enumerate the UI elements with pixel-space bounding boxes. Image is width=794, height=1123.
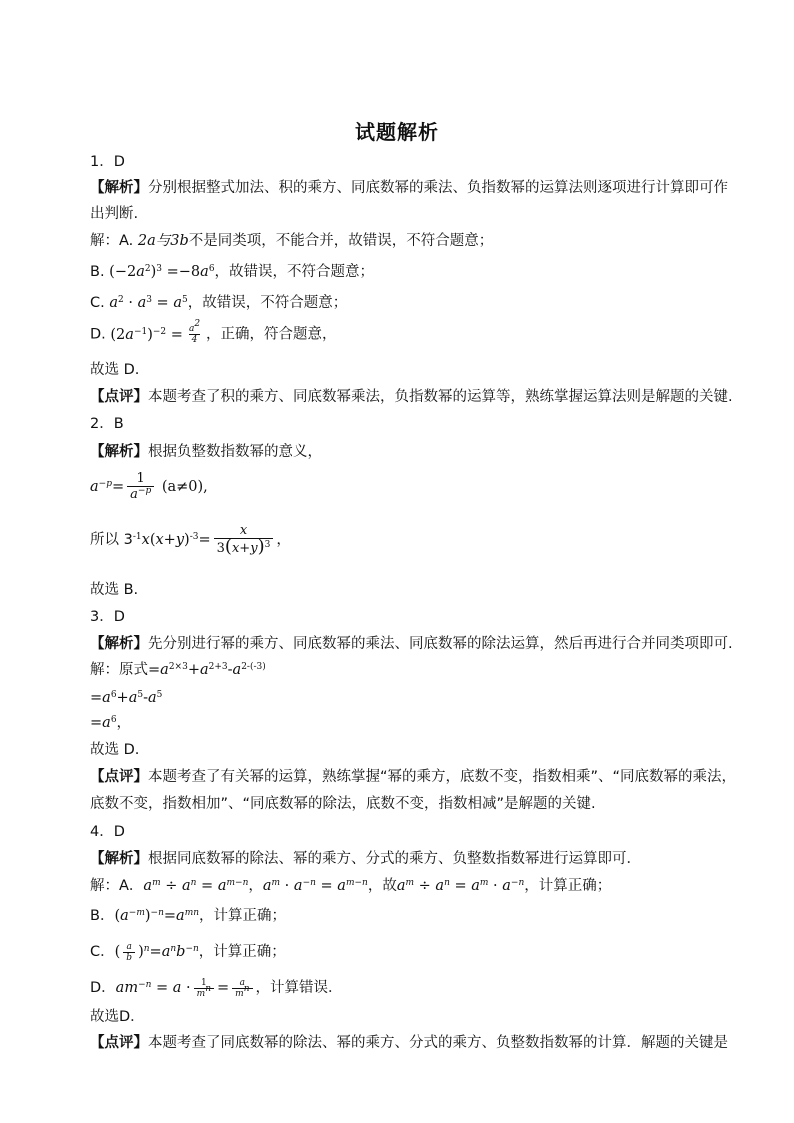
q1-analysis-line-2: 出判断. (90, 206, 139, 222)
q4-comment-text: 本题考查了同底数幂的除法、幂的乘方、分式的乘方、负整数指数幂的计算．解题的关键是 (148, 1035, 728, 1051)
q1-b-text: ，故错误，不符合题意； (214, 264, 375, 280)
q4-d-math: $am^{-n} = a$ · $\frac{1}{m^n}$ = $\frac{a}{m^n}$ (116, 980, 256, 996)
page-title: 试题解析 (355, 120, 439, 144)
q1-answer: 1．D (90, 154, 125, 170)
q1-option-b (90, 262, 374, 282)
q3-answer: 3．D (90, 609, 125, 625)
q1-c-prefix: C. (90, 295, 105, 311)
q4-d-prefix: D． (90, 980, 116, 996)
q1-d-math: $(2a^{-1})^{-2}$ = $\frac{a^2}{4}$ (110, 319, 201, 345)
q1-option-a (90, 231, 493, 251)
q4-a-math: $a^m \div a^n = a^{m-n}$，$a^m \cdot a^{-n} = a^{m-n}$，故$a^m \div a^n = a^m \cdot a^{-n}$ (143, 878, 525, 894)
q3-solution-line-3: $=a^6$， (90, 715, 132, 731)
q4-d-result: ，计算错误． (255, 980, 343, 996)
q2-choose: 故选 B. (90, 582, 139, 598)
q1-d-text: ，正确，符合题意， (206, 326, 337, 343)
q4-c-result: ，计算正确； (198, 944, 286, 960)
q3-sol-prefix: 解：原式= (90, 662, 161, 678)
q2-analysis-tag: 【解析】 (90, 444, 148, 460)
q4-a-prefix: 解：A． (90, 878, 144, 894)
q3-comment-tag: 【点评】 (90, 769, 148, 785)
q3-sol-math-1: $a^{2\times 3}+a^{2+3}-a^{2-(-3)}$ (160, 662, 266, 678)
q2-analysis (90, 442, 322, 462)
q4-analysis-tag: 【解析】 (90, 851, 148, 867)
q1-analysis-tag: 【解析】 (90, 180, 148, 196)
q4-choose: 故选D． (90, 1009, 145, 1025)
q3-solution-line-1 (90, 660, 266, 680)
q4-option-c (90, 936, 286, 968)
q3-analysis-tag: 【解析】 (90, 636, 148, 652)
q3-sol-math-2: $=a^6+a^5-a^5$ (90, 690, 163, 706)
q4-b-result: ，计算正确； (199, 908, 287, 924)
q4-a-result: ，计算正确； (524, 878, 612, 894)
q1-comment-tag: 【点评】 (90, 389, 148, 405)
q1-b-math: $(-2a^2)^3 =-8a^6$ (109, 264, 215, 280)
q3-analysis-text: 先分别进行幂的乘方、同底数幂的乘法、同底数幂的除法运算，然后再进行合并同类项即可. (148, 636, 733, 652)
q4-analysis-text: 根据同底数幂的除法、幂的乘方、分式的乘方、负整数指数幂进行运算即可． (148, 851, 641, 867)
q2-formula-math: $a^{-p}=$ $\frac{1}{a^{-p}}$ (90, 479, 157, 495)
q1-choose: 故选 D. (90, 362, 140, 378)
q4-b-math: $(a^{-m})^{-n}=a^{mn}$ (114, 908, 200, 924)
q2-answer: 2．B (90, 416, 124, 432)
q1-comment (90, 387, 733, 407)
q3-sol-math-3: $=a^6$ (90, 715, 117, 731)
q4-option-d (90, 974, 343, 1002)
q4-analysis (90, 849, 641, 869)
q4-c-math: ( $\frac{a}{b}$ )$^n=a^nb^{-n}$ (114, 941, 199, 963)
q4-comment (90, 1033, 728, 1053)
q1-c-math: $a^2 \cdot a^3 = a^5$ (109, 295, 188, 311)
q2-analysis-text: 根据负整数指数幂的意义， (148, 444, 322, 460)
q1-a-math: 2a与3b (137, 233, 189, 249)
q1-analysis-line-1 (90, 178, 728, 198)
q3-solution-line-2 (90, 688, 162, 708)
q1-a-text: 不是同类项，不能合并，故错误，不符合题意； (188, 233, 494, 249)
q2-result: 所以 $3^{-1}x(x+y)^{-3}=$ $\frac{x}{3(x+y)^3}$ ， (90, 523, 291, 557)
q2-formula (90, 468, 208, 506)
q3-choose: 故选 D. (90, 742, 140, 758)
q1-a-prefix: 解：A. (90, 233, 134, 249)
q4-option-b (90, 906, 286, 926)
q3-comment-line-2: 底数不变，指数相加”、“同底数幂的除法，底数不变，指数相减”是解题的关键. (90, 796, 596, 812)
q1-c-text: ，故错误，不符合题意； (187, 295, 348, 311)
q2-result-math: $^{-1}x(x+y)^{-3}=$ $\frac{x}{3(x+y)^3}$ (133, 532, 276, 548)
q1-d-prefix: D. (90, 326, 106, 343)
q4-b-prefix: B． (90, 908, 115, 924)
q4-answer: 4．D (90, 824, 125, 840)
q4-c-prefix: C． (90, 944, 115, 960)
q1-b-prefix: B. (90, 264, 105, 280)
q3-analysis (90, 634, 733, 654)
q1-analysis-text-1: 分别根据整式加法、积的乘方、同底数幂的乘法、负指数幂的运算法则逐项进行计算即可作 (148, 180, 728, 196)
q1-option-c (90, 293, 347, 313)
q1-comment-text: 本题考查了积的乘方、同底数幂乘法，负指数幂的运算等，熟练掌握运算法则是解题的关键. (148, 389, 733, 405)
q3-comment-line-1 (90, 767, 736, 787)
q4-option-a (90, 876, 611, 896)
q4-comment-tag: 【点评】 (90, 1035, 148, 1051)
q1-option-d (90, 319, 337, 345)
q3-comment-text-1: 本题考查了有关幂的运算，熟练掌握“幂的乘方，底数不变，指数相乘”、“同底数幂的乘法， (148, 769, 737, 785)
q2-formula-condition: (a≠0), (161, 479, 208, 495)
q2-so-prefix: 所以 3 (90, 532, 133, 548)
